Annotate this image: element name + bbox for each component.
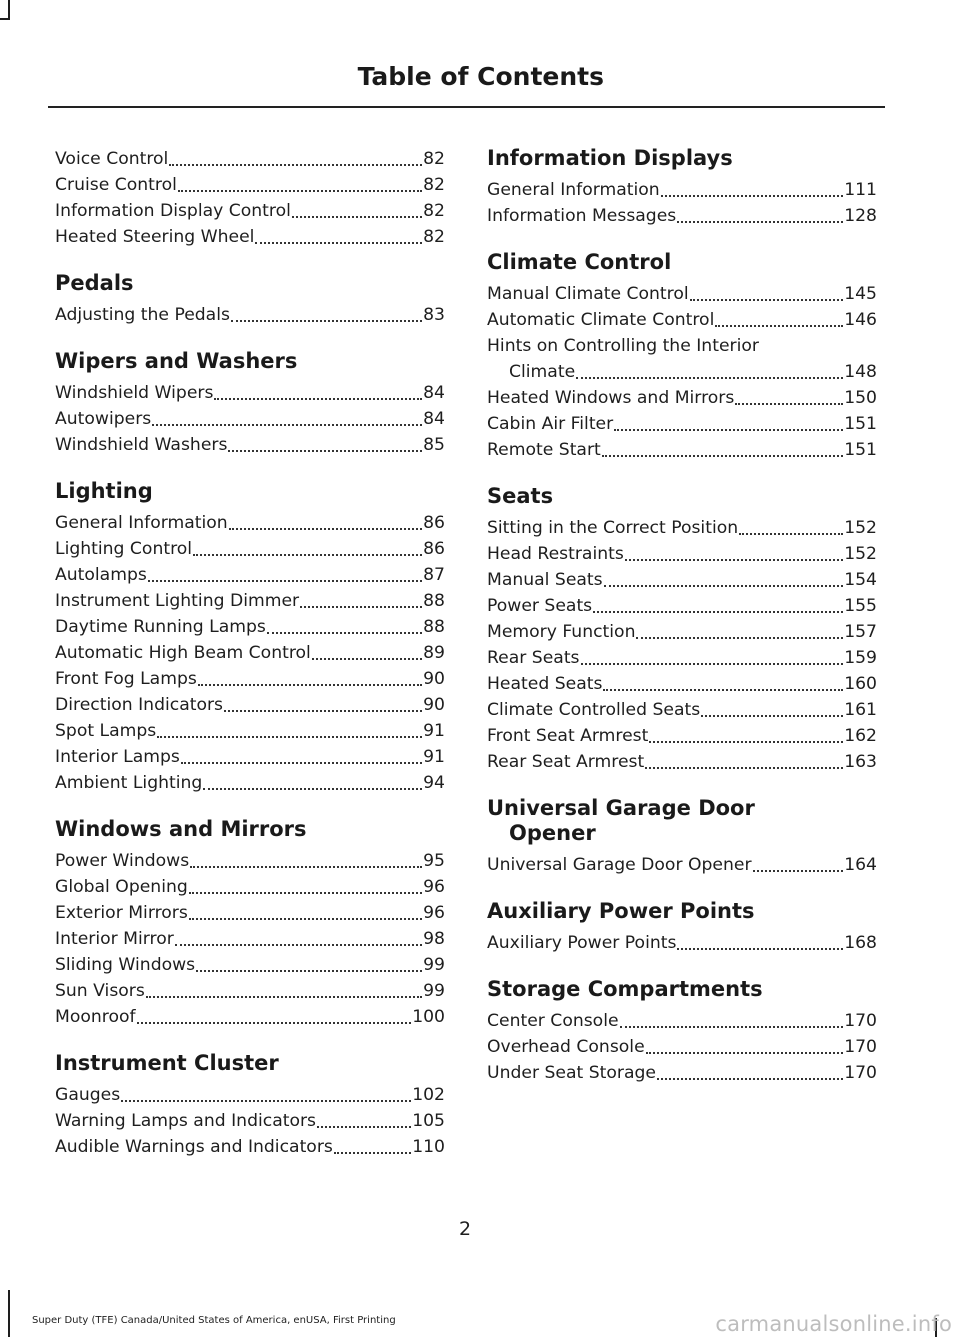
toc-entry-page: 94: [423, 773, 445, 793]
section-heading-text: Pedals: [55, 271, 134, 295]
dot-leader: [231, 320, 422, 322]
toc-entry-page: 88: [423, 591, 445, 611]
toc-entry-page: 82: [423, 149, 445, 169]
toc-entry-page: 86: [423, 513, 445, 533]
toc-entry-page: 87: [423, 565, 445, 585]
toc-left-column: [55, 146, 445, 1160]
section-heading-text: Climate Control: [487, 250, 672, 274]
toc-entry-page: 82: [423, 175, 445, 195]
toc-entry[interactable]: [55, 718, 445, 744]
toc-entry[interactable]: [55, 172, 445, 198]
section-heading-text: Storage Compartments: [487, 977, 763, 1001]
toc-entry-title: Windshield Washers: [55, 435, 228, 455]
toc-entry-title: Warning Lamps and Indicators: [55, 1111, 317, 1131]
toc-entry-page: 128: [844, 206, 877, 226]
toc-entry[interactable]: [487, 645, 877, 671]
toc-entry-title: Center Console: [487, 1011, 619, 1031]
toc-entry[interactable]: [487, 515, 877, 541]
toc-entry-page: 168: [844, 933, 877, 953]
crop-mark: [8, 0, 10, 20]
dot-leader: [739, 533, 843, 535]
toc-entry-page: 157: [844, 622, 877, 642]
toc-entry-page: 110: [412, 1137, 445, 1157]
toc-entry-title: Information Display Control: [55, 201, 291, 221]
toc-entry-page: 99: [423, 955, 445, 975]
toc-entry-title: Under Seat Storage: [487, 1063, 656, 1083]
dot-leader: [255, 242, 422, 244]
toc-entry-title: Adjusting the Pedals: [55, 305, 230, 325]
toc-entry[interactable]: [487, 437, 877, 463]
dot-leader: [620, 1026, 844, 1028]
crop-mark: [8, 1290, 10, 1337]
dot-leader: [214, 398, 422, 400]
toc-entry-title: Auxiliary Power Points: [487, 933, 677, 953]
section-heading: [55, 479, 445, 504]
dot-leader: [229, 528, 422, 530]
toc-entry-title: Rear Seat Armrest: [487, 752, 645, 772]
toc-entry-page: 90: [423, 669, 445, 689]
toc-entry-title: General Information: [55, 513, 228, 533]
toc-entry-page: 82: [423, 201, 445, 221]
toc-entry-title: Power Windows: [55, 851, 190, 871]
toc-entry-title: Heated Steering Wheel: [55, 227, 255, 247]
dot-leader: [175, 944, 422, 946]
toc-entry-page: 162: [844, 726, 877, 746]
toc-entry-title: Heated Windows and Mirrors: [487, 388, 735, 408]
toc-entry[interactable]: [487, 723, 877, 749]
toc-entry[interactable]: [55, 952, 445, 978]
section-heading-text: Information Displays: [487, 146, 733, 170]
toc-entry[interactable]: [487, 930, 877, 956]
toc-entry[interactable]: [55, 198, 445, 224]
dot-leader: [735, 403, 843, 405]
dot-leader: [646, 1052, 844, 1054]
toc-entry-title: Windshield Wipers: [55, 383, 214, 403]
toc-entry[interactable]: [487, 385, 877, 411]
toc-entry-page: 95: [423, 851, 445, 871]
toc-entry-title: Sliding Windows: [55, 955, 196, 975]
toc-entry-title: Front Seat Armrest: [487, 726, 649, 746]
dot-leader: [677, 221, 843, 223]
dot-leader: [614, 429, 843, 431]
dot-leader: [193, 554, 422, 556]
section-heading: [487, 796, 877, 846]
toc-entry[interactable]: [487, 749, 877, 775]
dot-leader: [190, 866, 422, 868]
dot-leader: [317, 1126, 411, 1128]
dot-leader: [677, 948, 843, 950]
toc-entry-page: 150: [844, 388, 877, 408]
dot-leader: [604, 585, 844, 587]
toc-entry-title: Cruise Control: [55, 175, 177, 195]
toc-entry-title: Exterior Mirrors: [55, 903, 188, 923]
toc-entry[interactable]: [55, 588, 445, 614]
dot-leader: [178, 190, 422, 192]
toc-entry-page: 84: [423, 409, 445, 429]
section-heading: [487, 977, 877, 1002]
toc-entry-page: 145: [844, 284, 877, 304]
dot-leader: [753, 870, 844, 872]
toc-entry[interactable]: [55, 406, 445, 432]
toc-entry-title: Universal Garage Door Opener: [487, 855, 752, 875]
toc-entry[interactable]: [55, 744, 445, 770]
toc-entry-page: 105: [412, 1111, 445, 1131]
toc-entry-title: Hints on Controlling the Interior: [487, 336, 759, 356]
dot-leader: [690, 299, 844, 301]
toc-entry-title: Heated Seats: [487, 674, 603, 694]
toc-entry-page: 160: [844, 674, 877, 694]
toc-entry-page: 91: [423, 721, 445, 741]
toc-entry-title: Head Restraints: [487, 544, 624, 564]
toc-entry-title: Remote Start: [487, 440, 601, 460]
dot-leader: [137, 1022, 412, 1024]
dot-leader: [292, 216, 422, 218]
toc-entry-title: Gauges: [55, 1085, 121, 1105]
toc-entry-page: 151: [844, 414, 877, 434]
toc-entry-title: Information Messages: [487, 206, 677, 226]
toc-entry-title: Direction Indicators: [55, 695, 224, 715]
toc-entry-page: 170: [844, 1011, 877, 1031]
toc-entry[interactable]: [55, 640, 445, 666]
toc-entry[interactable]: [487, 203, 877, 229]
dot-leader: [636, 637, 843, 639]
toc-entry[interactable]: [55, 692, 445, 718]
dot-leader: [300, 606, 422, 608]
section-heading: [55, 817, 445, 842]
toc-entry-page: 96: [423, 877, 445, 897]
toc-entry-page: 83: [423, 305, 445, 325]
dot-leader: [625, 559, 843, 561]
section-heading-text: Auxiliary Power Points: [487, 899, 755, 923]
toc-entry-page: 88: [423, 617, 445, 637]
section-heading-text: Lighting: [55, 479, 153, 503]
page-number: 2: [458, 1218, 472, 1240]
toc-entry[interactable]: [487, 1008, 877, 1034]
toc-entry-page: 85: [423, 435, 445, 455]
dot-leader: [196, 970, 422, 972]
toc-entry-page: 82: [423, 227, 445, 247]
section-heading: [487, 146, 877, 171]
dot-leader: [701, 715, 843, 717]
crop-mark: [0, 18, 10, 20]
watermark: carmanualsonline.info: [715, 1312, 952, 1336]
toc-entry-title: Automatic High Beam Control: [55, 643, 311, 663]
toc-entry-title: Instrument Lighting Dimmer: [55, 591, 300, 611]
dot-leader: [602, 455, 843, 457]
toc-right-column: [487, 146, 877, 1086]
toc-entry[interactable]: [55, 848, 445, 874]
toc-entry-title: Audible Warnings and Indicators: [55, 1137, 333, 1157]
toc-entry-page: 86: [423, 539, 445, 559]
toc-entry-page: 148: [844, 362, 877, 382]
page-title: Table of Contents: [357, 62, 604, 91]
footer-text: Super Duty (TFE) Canada/United States of America, enUSA, First Printing: [32, 1315, 396, 1326]
section-heading-text: Universal Garage Door: [487, 796, 755, 820]
toc-entry[interactable]: [487, 1034, 877, 1060]
dot-leader: [146, 996, 422, 998]
section-heading: [55, 1051, 445, 1076]
toc-entry-title: Interior Mirror: [55, 929, 174, 949]
toc-entry[interactable]: [55, 978, 445, 1004]
toc-entry-title: Automatic Climate Control: [487, 310, 715, 330]
toc-entry[interactable]: [487, 281, 877, 307]
toc-entry[interactable]: [55, 302, 445, 328]
toc-entry[interactable]: [55, 1108, 445, 1134]
toc-entry-title: Autolamps: [55, 565, 147, 585]
toc-entry-title: Power Seats: [487, 596, 593, 616]
dot-leader: [198, 684, 422, 686]
toc-entry[interactable]: [487, 541, 877, 567]
toc-entry-title: Ambient Lighting: [55, 773, 203, 793]
toc-entry-page: 164: [844, 855, 877, 875]
toc-entry[interactable]: [55, 224, 445, 250]
toc-entry-title: Overhead Console: [487, 1037, 645, 1057]
dot-leader: [203, 788, 422, 790]
toc-entry-page: 170: [844, 1037, 877, 1057]
toc-entry[interactable]: [487, 619, 877, 645]
toc-entry-title-cont: Climate: [509, 362, 576, 382]
toc-entry-title: Rear Seats: [487, 648, 580, 668]
toc-entry-page: 99: [423, 981, 445, 1001]
dot-leader: [157, 736, 422, 738]
dot-leader: [312, 658, 422, 660]
toc-entry-title: Front Fog Lamps: [55, 669, 197, 689]
section-heading: [487, 484, 877, 509]
toc-entry[interactable]: [487, 177, 877, 203]
toc-entry-page: 154: [844, 570, 877, 590]
toc-entry-title: Sitting in the Correct Position: [487, 518, 739, 538]
toc-entry-page: 96: [423, 903, 445, 923]
toc-entry-title: Manual Seats: [487, 570, 603, 590]
toc-entry-title: Manual Climate Control: [487, 284, 689, 304]
section-heading-text: Windows and Mirrors: [55, 817, 307, 841]
toc-entry[interactable]: [487, 411, 877, 437]
toc-entry-title: Climate Controlled Seats: [487, 700, 701, 720]
section-heading-text: Seats: [487, 484, 554, 508]
header-divider: [48, 106, 885, 108]
section-heading-continuation: Opener: [509, 821, 596, 845]
toc-entry[interactable]: [55, 510, 445, 536]
toc-entry[interactable]: [55, 380, 445, 406]
toc-entry-title: Autowipers: [55, 409, 152, 429]
toc-entry[interactable]: [55, 432, 445, 458]
toc-entry[interactable]: [55, 900, 445, 926]
dot-leader: [576, 377, 843, 379]
toc-entry-page: 84: [423, 383, 445, 403]
dot-leader: [181, 762, 422, 764]
toc-entry-page: 111: [844, 180, 877, 200]
dot-leader: [189, 918, 422, 920]
toc-entry-title: Lighting Control: [55, 539, 193, 559]
toc-entry-title: Voice Control: [55, 149, 169, 169]
toc-entry-line: [487, 359, 877, 385]
toc-entry[interactable]: [55, 1082, 445, 1108]
dot-leader: [189, 892, 422, 894]
toc-entry-title: Spot Lamps: [55, 721, 157, 741]
section-heading: [487, 250, 877, 275]
toc-entry[interactable]: [55, 614, 445, 640]
toc-entry-page: 100: [412, 1007, 445, 1027]
dot-leader: [267, 632, 422, 634]
toc-entry-page: 155: [844, 596, 877, 616]
dot-leader: [224, 710, 422, 712]
toc-entry-page: 98: [423, 929, 445, 949]
toc-entry-title: Sun Visors: [55, 981, 145, 1001]
toc-entry-page: 146: [844, 310, 877, 330]
toc-entry[interactable]: [55, 1004, 445, 1030]
section-heading-text: Instrument Cluster: [55, 1051, 279, 1075]
toc-entry-page: 89: [423, 643, 445, 663]
toc-entry[interactable]: [55, 146, 445, 172]
dot-leader: [657, 1078, 843, 1080]
toc-entry[interactable]: [55, 1134, 445, 1160]
dot-leader: [649, 741, 843, 743]
dot-leader: [603, 689, 843, 691]
toc-entry[interactable]: [487, 697, 877, 723]
toc-entry-page: 90: [423, 695, 445, 715]
dot-leader: [169, 164, 422, 166]
toc-entry[interactable]: [55, 666, 445, 692]
toc-entry-page: 152: [844, 518, 877, 538]
toc-entry[interactable]: [487, 593, 877, 619]
section-heading: [55, 349, 445, 374]
dot-leader: [334, 1152, 411, 1154]
dot-leader: [593, 611, 843, 613]
toc-entry-page: 152: [844, 544, 877, 564]
toc-entry[interactable]: [55, 536, 445, 562]
toc-entry[interactable]: [487, 852, 877, 878]
dot-leader: [152, 424, 422, 426]
section-heading-text: Wipers and Washers: [55, 349, 298, 373]
toc-entry-page: 102: [412, 1085, 445, 1105]
toc-entry-page: 151: [844, 440, 877, 460]
toc-entry[interactable]: [487, 333, 877, 385]
section-heading: [487, 899, 877, 924]
toc-entry[interactable]: [55, 562, 445, 588]
toc-entry[interactable]: [55, 770, 445, 796]
dot-leader: [148, 580, 422, 582]
dot-leader: [715, 325, 843, 327]
dot-leader: [228, 450, 422, 452]
toc-entry-title: Daytime Running Lamps: [55, 617, 266, 637]
toc-entry-title: Global Opening: [55, 877, 188, 897]
toc-entry-title: Cabin Air Filter: [487, 414, 614, 434]
dot-leader: [661, 195, 843, 197]
toc-entry-title: Memory Function: [487, 622, 636, 642]
toc-entry[interactable]: [55, 926, 445, 952]
toc-entry[interactable]: [487, 671, 877, 697]
toc-entry-page: 159: [844, 648, 877, 668]
toc-entry-page: 91: [423, 747, 445, 767]
toc-entry-title: Interior Lamps: [55, 747, 180, 767]
toc-entry[interactable]: [487, 1060, 877, 1086]
toc-entry-title: Moonroof: [55, 1007, 136, 1027]
toc-entry-page: 161: [844, 700, 877, 720]
toc-entry[interactable]: [487, 567, 877, 593]
toc-entry[interactable]: [55, 874, 445, 900]
dot-leader: [581, 663, 844, 665]
toc-entry[interactable]: [487, 307, 877, 333]
dot-leader: [645, 767, 843, 769]
toc-entry-title: General Information: [487, 180, 660, 200]
dot-leader: [121, 1100, 411, 1102]
toc-entry-page: 170: [844, 1063, 877, 1083]
toc-entry-page: 163: [844, 752, 877, 772]
section-heading: [55, 271, 445, 296]
